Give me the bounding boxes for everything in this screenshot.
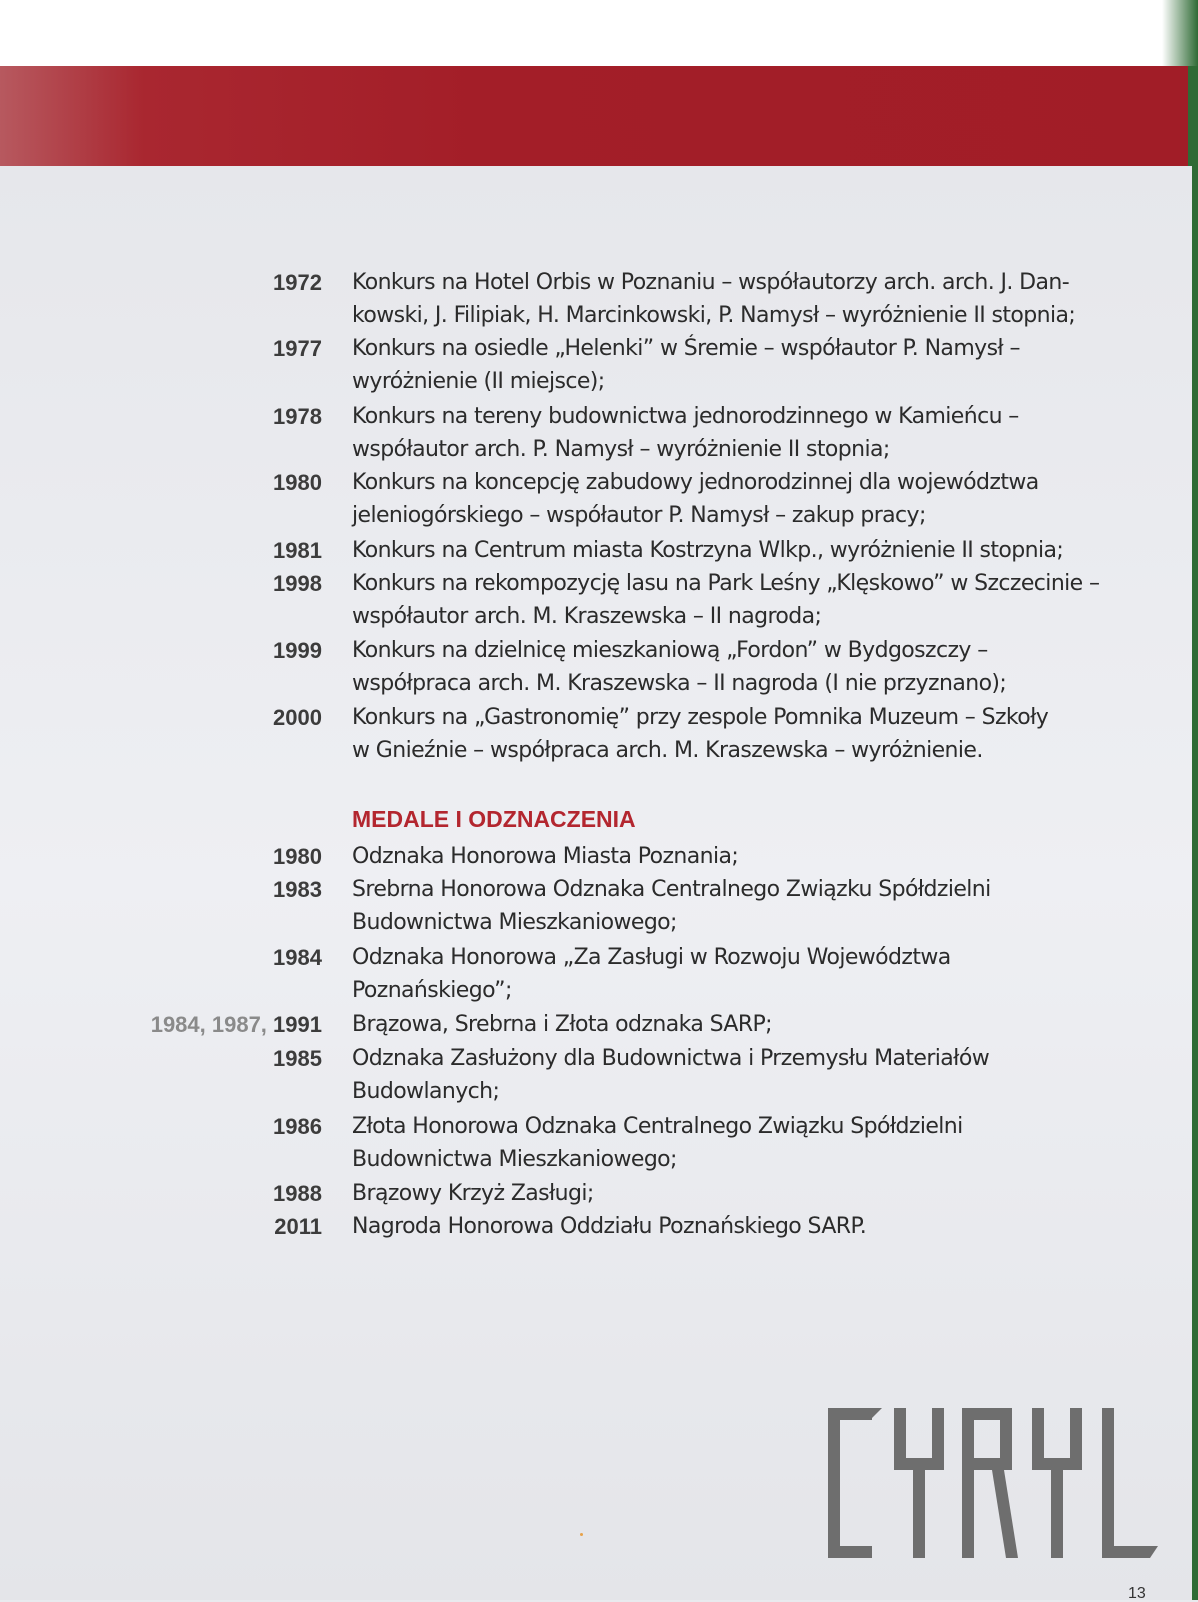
top-margin xyxy=(0,0,1198,66)
entry-line: Budowlanych; xyxy=(352,1079,500,1104)
entry-text xyxy=(352,941,1152,1007)
section-heading: MEDALE I ODZNACZENIA xyxy=(352,806,636,832)
entry-text xyxy=(352,567,1152,633)
entry-line: Złota Honorowa Odznaka Centralnego Związku Spółdzielni xyxy=(352,1114,963,1139)
entry-text xyxy=(352,701,1152,767)
entry-line: w Gnieźnie – współpraca arch. M. Kraszewska – wyróżnienie. xyxy=(352,738,983,763)
entry-line: Konkurs na rekompozycję lasu na Park Leśny „Klęskowo” w Szczecinie – xyxy=(352,571,1100,596)
entry-text xyxy=(352,534,1152,567)
entry-text xyxy=(352,400,1152,466)
entry-line: Odznaka Honorowa Miasta Poznania; xyxy=(352,844,739,869)
entry-text xyxy=(352,1110,1152,1176)
entry-line: Konkurs na koncepcję zabudowy jednorodzinnej dla województwa xyxy=(352,470,1039,495)
entry-text xyxy=(352,840,1152,873)
entry-line: współautor arch. M. Kraszewska – II nagroda; xyxy=(352,604,822,629)
entry-line: Odznaka Zasłużony dla Budownictwa i Przemysłu Materiałów xyxy=(352,1046,990,1071)
entry-line: kowski, J. Filipiak, H. Marcinkowski, P. Namysł – wyróżnienie II stopnia; xyxy=(352,303,1076,328)
decorative-dot xyxy=(580,1533,583,1536)
entry-text xyxy=(352,1210,1152,1243)
entry-year-main: 1991 xyxy=(273,1012,322,1037)
entry-text xyxy=(352,332,1152,398)
entry-year: 1986 xyxy=(273,1114,322,1139)
entry-line: Konkurs na dzielnicę mieszkaniową „Fordon” w Bydgoszczy – xyxy=(352,638,988,663)
entry-line: Nagroda Honorowa Oddziału Poznańskiego SARP. xyxy=(352,1214,867,1239)
entry-line: współautor arch. P. Namysł – wyróżnienie II stopnia; xyxy=(352,437,890,462)
entry-year: 1984 xyxy=(273,945,322,970)
entry-year: 2000 xyxy=(273,705,322,730)
entry-line: jeleniogórskiego – współautor P. Namysł – zakup pracy; xyxy=(352,503,926,528)
entry-text xyxy=(352,1177,1152,1210)
entry-line: Konkurs na tereny budownictwa jednorodzinnego w Kamieńcu – xyxy=(352,404,1019,429)
entry-line: Konkurs na Hotel Orbis w Poznaniu – współautorzy arch. arch. J. Dan- xyxy=(352,270,1070,295)
entry-line: Brązowa, Srebrna i Złota odznaka SARP; xyxy=(352,1012,772,1037)
page-number: 13 xyxy=(1128,1585,1146,1602)
entry-line: Budownictwa Mieszkaniowego; xyxy=(352,910,677,935)
cyryl-logo xyxy=(824,1408,1158,1558)
entry-line: Konkurs na Centrum miasta Kostrzyna Wlkp., wyróżnienie II stopnia; xyxy=(352,538,1064,563)
page-edge xyxy=(1192,166,1198,1600)
entry-year: 1988 xyxy=(273,1181,322,1206)
entry-line: Brązowy Krzyż Zasługi; xyxy=(352,1181,594,1206)
entry-text xyxy=(352,873,1152,939)
entry-year: 1985 xyxy=(273,1046,322,1071)
entry-year: 1981 xyxy=(273,538,322,563)
entry-year: 1977 xyxy=(273,336,322,361)
entry-year-extra: 1984, 1987, xyxy=(150,1012,274,1037)
entry-text xyxy=(352,1042,1152,1108)
entry-year: 2011 xyxy=(274,1214,322,1239)
entry-year: 1999 xyxy=(273,638,322,663)
entry-line: Odznaka Honorowa „Za Zasługi w Rozwoju Województwa xyxy=(352,945,951,970)
entry-year: 1983 xyxy=(273,877,322,902)
entry-line: Konkurs na „Gastronomię” przy zespole Pomnika Muzeum – Szkoły xyxy=(352,705,1049,730)
entry-line: współpraca arch. M. Kraszewska – II nagroda (I nie przyznano); xyxy=(352,671,1007,696)
entry-line: Srebrna Honorowa Odznaka Centralnego Związku Spółdzielni xyxy=(352,877,991,902)
entry-year: 1980 xyxy=(273,844,322,869)
entry-text xyxy=(352,1008,1152,1041)
entry-year xyxy=(151,1008,322,1041)
entry-year: 1972 xyxy=(273,270,322,295)
entry-text xyxy=(352,466,1152,532)
entry-year: 1980 xyxy=(273,470,322,495)
entry-line: Poznańskiego”; xyxy=(352,978,512,1003)
entry-text xyxy=(352,266,1152,332)
entry-text xyxy=(352,634,1152,700)
entry-line: Konkurs na osiedle „Helenki” w Śremie – współautor P. Namysł – xyxy=(352,336,1020,361)
entry-line: Budownictwa Mieszkaniowego; xyxy=(352,1147,677,1172)
entry-line: wyróżnienie (II miejsce); xyxy=(352,369,605,394)
entry-year: 1978 xyxy=(273,404,322,429)
header-band xyxy=(0,66,1198,166)
entry-year: 1998 xyxy=(273,571,322,596)
